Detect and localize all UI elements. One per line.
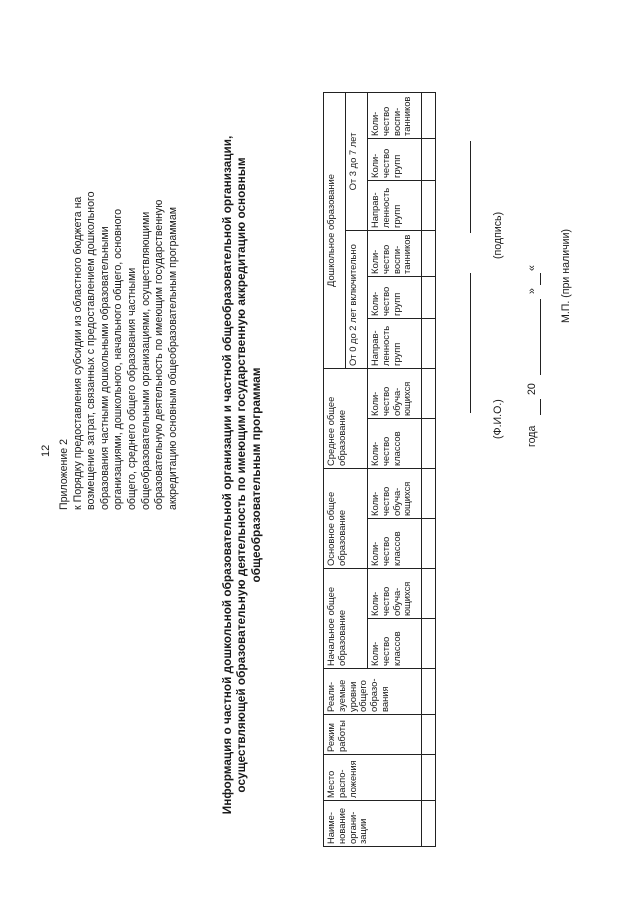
title-line: Информация о частной дошкольной образовательной организации и частной общеобразовательной организации, bbox=[220, 135, 234, 815]
fio-line bbox=[470, 273, 471, 413]
appendix-block bbox=[58, 30, 180, 510]
appendix-line: Приложение 2 bbox=[58, 439, 70, 510]
appendix-line: аккредитацию основным общеобразовательным программам bbox=[166, 206, 179, 510]
signature-label: (подпись) bbox=[492, 211, 504, 259]
appendix-line: организациями, дошкольного, начального общего, основного bbox=[112, 209, 125, 510]
page-number: 12 bbox=[40, 444, 52, 457]
header-preschool-0-2: От 0 до 2 лет включительно bbox=[346, 231, 368, 369]
table-row bbox=[422, 93, 436, 847]
header-primary-students: Коли- чество обуча- ющихся bbox=[368, 569, 422, 619]
header-primary-classes: Коли- чество классов bbox=[368, 619, 422, 669]
header-pre37-groups: Коли- чество групп bbox=[368, 139, 422, 181]
appendix-line: общеобразовательными организациями, осуществляющими bbox=[139, 211, 152, 510]
header-preschool: Дошкольное образование bbox=[324, 93, 346, 369]
header-location: Место распо- ложения bbox=[324, 755, 422, 801]
appendix-line: образовательную деятельность по имеющим государственную bbox=[153, 199, 166, 510]
header-pre37-focus: Направ- ленность групп bbox=[368, 181, 422, 231]
appendix-line: общего, среднего общего образования частными bbox=[125, 267, 138, 510]
header-basic-students: Коли- чество обуча- ющихся bbox=[368, 469, 422, 519]
header-preschool-3-7: От 3 до 7 лет bbox=[346, 93, 368, 231]
header-basic-classes: Коли- чество классов bbox=[368, 519, 422, 569]
info-table bbox=[323, 92, 436, 847]
header-basic: Основное общее образование bbox=[324, 469, 368, 569]
header-pre37-pupils: Коли- чество воспи- танников bbox=[368, 93, 422, 139]
header-name: Наиме- нование органи- зации bbox=[324, 801, 422, 847]
signature-line bbox=[470, 141, 471, 233]
header-pre02-focus: Направ- ленность групп bbox=[368, 319, 422, 369]
header-levels: Реали- зуемые уровни общего образо- вания bbox=[324, 669, 422, 715]
stamp-label: М.П. (при наличии) bbox=[560, 228, 572, 323]
title-line: общеобразовательным программам bbox=[248, 367, 263, 583]
header-secondary-classes: Коли- чество классов bbox=[368, 419, 422, 469]
appendix-line: возмещение затрат, связанных с предоставлением дошкольного bbox=[85, 191, 98, 510]
header-pre02-groups: Коли- чество групп bbox=[368, 277, 422, 319]
document-title bbox=[220, 105, 263, 845]
appendix-line: к Порядку предоставления субсидии из областного бюджета на bbox=[71, 196, 84, 510]
title-line: осуществляющей образовательную деятельность по имеющим государственную аккредитацию основным bbox=[234, 157, 249, 793]
signature-block: (Ф.И.О.) (подпись) « » 20 года М.П. (при наличии) bbox=[460, 125, 620, 845]
header-mode: Режим работы bbox=[324, 715, 422, 755]
header-pre02-pupils: Коли- чество воспи- танников bbox=[368, 231, 422, 277]
fio-label: (Ф.И.О.) bbox=[492, 399, 504, 439]
header-secondary: Среднее общее образование bbox=[324, 369, 368, 469]
header-primary: Начальное общее образование bbox=[324, 569, 368, 669]
appendix-line: образования частными дошкольными образовательными bbox=[98, 226, 111, 510]
header-secondary-students: Коли- чество обуча- ющихся bbox=[368, 369, 422, 419]
